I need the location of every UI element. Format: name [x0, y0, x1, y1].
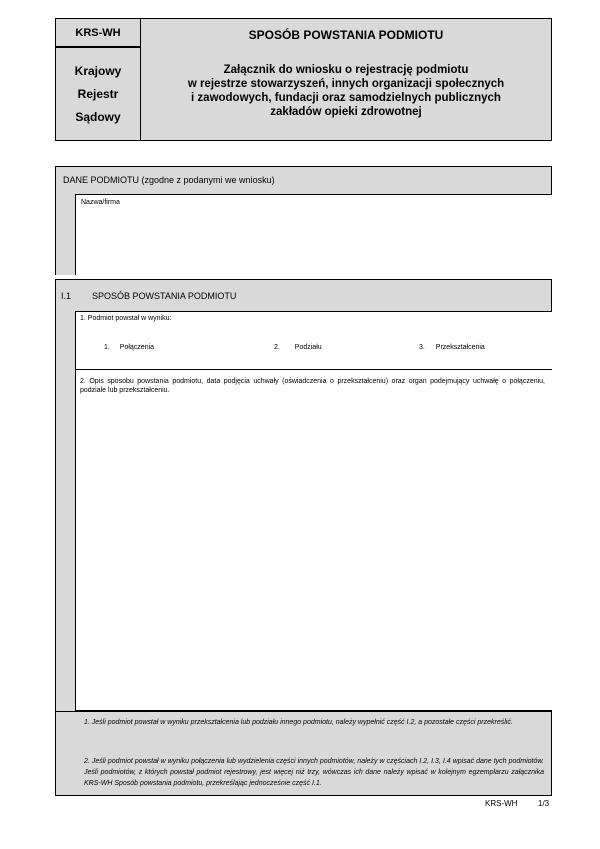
- form-subtitle-line-2: w rejestrze stowarzyszeń, innych organizacji społecznych: [187, 78, 505, 90]
- section-i1-header: [55, 279, 552, 311]
- origin-type-field: [75, 311, 552, 370]
- form-title: SPOSÓB POWSTANIA PODMIOTU: [248, 28, 444, 42]
- note-2: 2. Jeśli podmiot powstał w wyniku połączenia lub wydzielenia części innych podmiotów, należy w częściach I.2, I.3, I.4 wpisać dane tych podmiotów. Jeśli podmiotów, z których powstał podmiot rejestrowy, jest więcej niż trzy, wówczas ich dane należy wpisać w kolejnym egzemplarzu załącznika KRS-WH Sposób powstania podmiotu, przekreślając jednocześnie część I.1.: [84, 758, 544, 787]
- notes-box: [55, 711, 552, 796]
- option-transformation-label: Przekształcenia: [435, 344, 485, 351]
- court-name-line-1: Krajowy: [74, 63, 122, 78]
- option-division-number: 2.: [274, 344, 280, 351]
- court-name-line-3: Sądowy: [75, 109, 121, 124]
- header-title-box: [140, 18, 552, 141]
- section-i1-margin: [55, 311, 75, 711]
- option-transformation-number: 3.: [419, 344, 425, 351]
- form-subtitle: [141, 63, 551, 119]
- origin-description-question: 2. Opis sposobu powstania podmiotu, data podjęcia uchwały (oświadczenia o przekształceniu) oraz organ podejmujący uchwałę o połączeniu, podziale lub przekształceniu.: [80, 378, 545, 394]
- footer-page-number: 1/3: [538, 799, 550, 808]
- form-subtitle-line-3: i zawodowych, fundacji oraz samodzielnych publicznych: [191, 92, 501, 104]
- form-subtitle-line-1: Załącznik do wniosku o rejestrację podmiotu: [223, 64, 469, 76]
- entity-section-header: [55, 166, 552, 194]
- entity-name-field[interactable]: [75, 194, 552, 275]
- court-name-box: [55, 47, 140, 141]
- form-subtitle-line-4: zakładów opieki zdrowotnej: [270, 106, 422, 118]
- origin-description-field[interactable]: [75, 370, 552, 711]
- section-i1-number: I.1: [61, 291, 72, 301]
- option-transformation[interactable]: [419, 344, 485, 351]
- footer-form-code: KRS-WH: [485, 799, 518, 808]
- origin-type-question: 1. Podmiot powstał w wyniku:: [80, 315, 172, 322]
- form-code: KRS-WH: [75, 26, 121, 39]
- entity-section-title: DANE PODMIOTU (zgodne z podanymi we wniosku): [63, 175, 275, 185]
- note-1: 1. Jeśli podmiot powstał w wyniku przekształcenia lub podziału innego podmiotu, należy wypełnić część I.2, a pozostałe części przekreślić.: [84, 719, 513, 726]
- option-merger-number: 1.: [104, 344, 110, 351]
- option-merger[interactable]: [104, 344, 154, 351]
- option-division[interactable]: [274, 344, 322, 351]
- entity-name-label: Nazwa/firma: [81, 199, 120, 206]
- form-code-box: [55, 18, 140, 47]
- option-merger-label: Połączenia: [119, 344, 155, 351]
- option-division-label: Podziału: [294, 344, 322, 351]
- section-i1-title: SPOSÓB POWSTANIA PODMIOTU: [92, 291, 237, 301]
- court-name-line-2: Rejestr: [77, 86, 119, 101]
